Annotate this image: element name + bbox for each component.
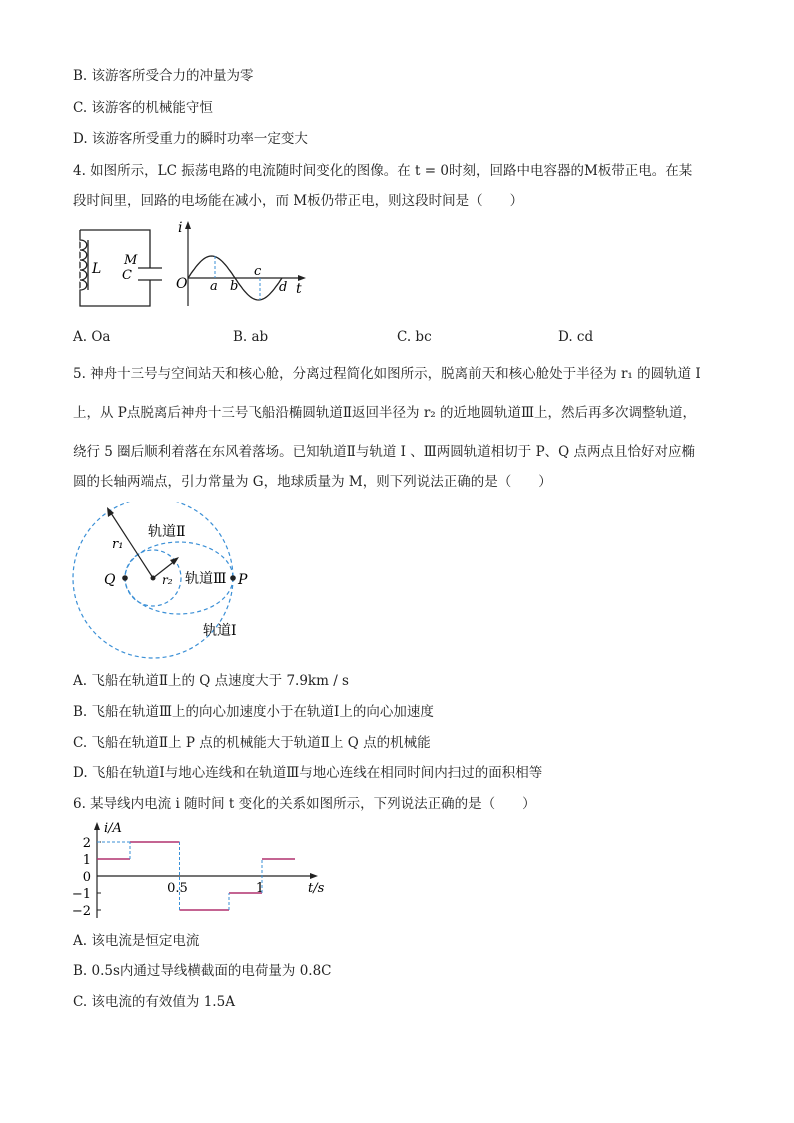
q4-option-b: B. ab: [233, 329, 269, 345]
q6-option-c: C. 该电流的有效值为 1.5A: [73, 994, 235, 1010]
y-tick-label: −2: [72, 904, 91, 919]
y-tick-label: −1: [72, 887, 91, 902]
graph-origin: O: [176, 276, 188, 292]
q5-stem-line3: 绕行 5 圈后顺利着落在东风着落场。已知轨道Ⅱ与轨道 I 、Ⅲ两圆轨道相切于 P、Q 点两点且恰好对应椭: [73, 444, 696, 460]
point-p-dot: [230, 575, 236, 581]
point-a: a: [210, 279, 218, 294]
q6-ylabel: i/A: [104, 821, 122, 836]
graph-xlabel: t: [296, 281, 302, 297]
q4-figure: [70, 218, 320, 318]
y-tick-label: 1: [82, 853, 91, 868]
x-tick-label: 1: [255, 881, 265, 896]
r2-label: r₂: [162, 573, 173, 587]
q6-option-a: A. 该电流是恒定电流: [73, 933, 200, 949]
plate-label: M: [124, 253, 138, 268]
point-b: b: [230, 279, 239, 294]
q5-option-c: C. 飞船在轨道Ⅱ上 P 点的机械能大于轨道Ⅱ上 Q 点的机械能: [73, 735, 431, 751]
graph-ylabel: i: [178, 220, 183, 236]
q4-stem-line2: 段时间里，回路的电场能在减小，而 M板仍带正电，则这段时间是（ ）: [73, 193, 524, 209]
earth-center: [151, 576, 156, 581]
x-tick-label: 0.5: [167, 881, 188, 896]
q6-xlabel: t/s: [308, 881, 325, 896]
point-q-dot: [122, 575, 128, 581]
orbit-2-label: 轨道Ⅱ: [148, 524, 186, 540]
q4-option-a: A. Oa: [73, 329, 111, 345]
q5-stem-line2: 上，从 P点脱离后神舟十三号飞船沿椭圆轨道Ⅱ返回半径为 r₂ 的近地圆轨道Ⅲ上，然后再多次调整轨道，: [73, 405, 697, 421]
orbit-3-label: 轨道Ⅲ: [185, 571, 227, 587]
y-tick-label: 0: [82, 870, 91, 885]
q5-stem-line4: 圆的长轴两端点，引力常量为 G，地球质量为 M，则下列说法正确的是（ ）: [73, 474, 552, 490]
q5-option-d: D. 飞船在轨道Ⅰ与地心连线和在轨道Ⅲ与地心连线在相同时间内扫过的面积相等: [73, 765, 543, 781]
q6-stem: 6. 某导线内电流 i 随时间 t 变化的关系如图所示，下列说法正确的是（ ）: [73, 796, 536, 812]
q5-option-b: B. 飞船在轨道Ⅲ上的向心加速度小于在轨道Ⅰ上的向心加速度: [73, 704, 434, 720]
q3-option-d: D. 该游客所受重力的瞬时功率一定变大: [73, 131, 308, 147]
q6-option-b: B. 0.5s内通过导线横截面的电荷量为 0.8C: [73, 963, 332, 979]
q-label: Q: [104, 572, 116, 588]
q5-option-a: A. 飞船在轨道Ⅱ上的 Q 点速度大于 7.9km / s: [73, 673, 349, 689]
q3-option-b: B. 该游客所受合力的冲量为零: [73, 68, 254, 84]
inductor-label: L: [92, 261, 102, 277]
q4-option-d: D. cd: [558, 329, 594, 345]
r1-label: r₁: [112, 537, 124, 552]
q4-stem-line1: 4. 如图所示，LC 振荡电路的电流随时间变化的图像。在 t = 0时刻，回路中电容器的M板带正电。在某: [73, 163, 693, 179]
p-label: P: [238, 572, 248, 588]
oscillation-graph: [185, 221, 306, 306]
orbit-1-label: 轨道Ⅰ: [203, 623, 237, 639]
capacitor-label: C: [122, 268, 132, 283]
point-c: c: [254, 264, 262, 279]
y-tick-label: 2: [82, 836, 91, 851]
q5-stem-line1: 5. 神舟十三号与空间站天和核心舱，分离过程简化如图所示，脱离前天和核心舱处于半径为 r₁ 的圆轨道 I: [73, 366, 701, 382]
q3-option-c: C. 该游客的机械能守恒: [73, 100, 213, 116]
point-d: d: [279, 280, 288, 295]
q6-current-chart: [72, 816, 342, 926]
q5-orbit-figure: [70, 502, 270, 662]
q4-option-c: C. bc: [397, 329, 432, 345]
